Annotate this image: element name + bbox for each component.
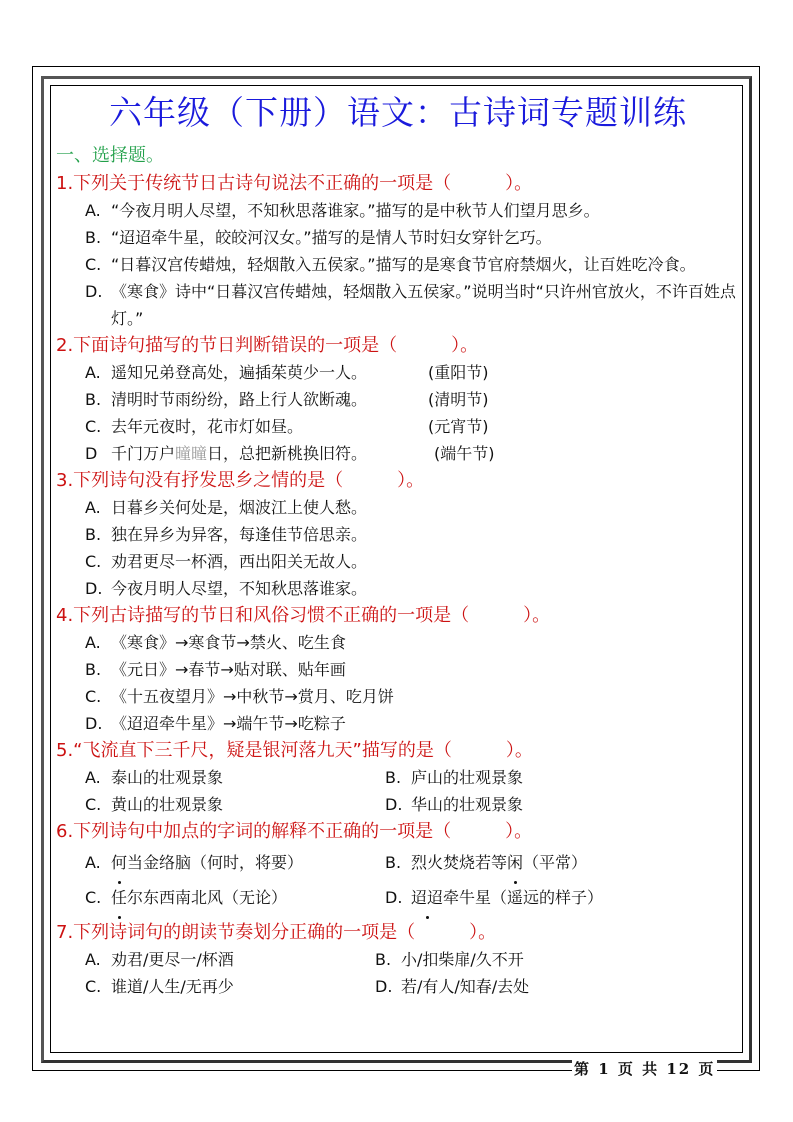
option-d: D 千门万户曈曈日，总把新桃换旧符。 (端午节) [56, 440, 740, 467]
option-d: D. 今夜月明人尽望，不知秋思落谁家。 [85, 579, 368, 598]
section-heading: 一、选择题。 [56, 145, 164, 166]
festival-label: (元宵节) [428, 417, 489, 436]
question-stem: 6.下列诗句中加点的字词的解释不正确的一项是（ ）。 [56, 821, 533, 842]
emphasis-dotted-char: 闲 [507, 845, 523, 880]
option-c: C. 谁道/人生/无再少 [85, 977, 234, 996]
question-stem: 1.下列关于传统节日古诗句说法不正确的一项是（ ）。 [56, 173, 533, 194]
option-a: A. 劝君/更尽一/杯酒 [85, 950, 234, 969]
option-d: D. 《迢迢牵牛星》→端午节→吃粽子 [85, 714, 346, 733]
question-stem: 2.下面诗句描写的节日判断错误的一项是（ ）。 [56, 335, 479, 356]
option-b: B. “迢迢牵牛星，皎皎河汉女。”描写的是情人节时妇女穿针乞巧。 [85, 228, 552, 247]
option-b: B. 烈火焚烧若等闲（平常） [385, 845, 740, 880]
page-number: 第 1 页 共 12 页 [574, 1060, 716, 1078]
option-a: A. 日暮乡关何处是，烟波江上使人愁。 [85, 498, 368, 517]
option-row [56, 764, 740, 791]
option-c: C. 《十五夜望月》→中秋节→赏月、吃月饼 [85, 687, 394, 706]
festival-label: (清明节) [428, 390, 489, 409]
question-stem: 5.“飞流直下三千尺，疑是银河落九天”描写的是（ ）。 [56, 740, 533, 761]
option-d: D. 若/有人/知春/去处 [375, 977, 530, 996]
question-4 [56, 602, 740, 737]
option-b: B. 小/扣柴扉/久不开 [375, 950, 524, 969]
question-1 [56, 170, 740, 332]
question-stem: 7.下列诗词句的朗读节奏划分正确的一项是（ ）。 [56, 922, 497, 943]
option-b: B. 清明时节雨纷纷，路上行人欲断魂。 (清明节) [56, 386, 740, 413]
option-a: A. 遥知兄弟登高处，遍插茱萸少一人。 (重阳节) [56, 359, 740, 386]
option-row [56, 880, 740, 915]
page-title: 六年级（下册）语文：古诗词专题训练 [109, 93, 687, 132]
question-3 [56, 467, 740, 602]
option-row [56, 946, 740, 973]
emphasis-dotted-char: 何 [111, 845, 127, 880]
question-7 [56, 919, 740, 1000]
option-b: B. 庐山的壮观景象 [385, 768, 524, 787]
option-c: C. 劝君更尽一杯酒，西出阳关无故人。 [85, 552, 368, 571]
option-c: C. 任尔东西南北风（无论） [85, 880, 385, 915]
question-stem: 3.下列诗句没有抒发思乡之情的是（ ）。 [56, 470, 425, 491]
festival-label: (重阳节) [428, 363, 489, 382]
option-b: B. 《元日》→春节→贴对联、贴年画 [85, 660, 346, 679]
worksheet-content [56, 88, 740, 1000]
option-d: D. 《寒食》诗中“日暮汉宫传蜡烛，轻烟散入五侯家。”说明当时“只许州官放火，不许百姓点灯。” [85, 282, 736, 328]
option-d: D. 华山的壮观景象 [385, 795, 524, 814]
option-row [56, 973, 740, 1000]
option-a: A. 《寒食》→寒食节→禁火、吃生食 [85, 633, 346, 652]
option-row [56, 845, 740, 880]
option-a: A. 何当金络脑（何时，将要） [85, 845, 385, 880]
option-c: C. “日暮汉宫传蜡烛，轻烟散入五侯家。”描写的是寒食节官府禁烟火，让百姓吃冷食。 [85, 255, 696, 274]
question-stem: 4.下列古诗描写的节日和风俗习惯不正确的一项是（ ）。 [56, 605, 551, 626]
option-a: A. 泰山的壮观景象 [85, 768, 224, 787]
option-a: A. “今夜月明人尽望，不知秋思落谁家。”描写的是中秋节人们望月思乡。 [85, 201, 600, 220]
question-6 [56, 818, 740, 915]
option-row [56, 791, 740, 818]
emphasis-dotted-char: 迢迢 [411, 880, 443, 915]
question-5 [56, 737, 740, 818]
emphasis-dotted-char: 任 [111, 880, 127, 915]
option-c: C. 去年元夜时，花市灯如昼。 (元宵节) [56, 413, 740, 440]
option-c: C. 黄山的壮观景象 [85, 795, 224, 814]
option-b: B. 独在异乡为异客，每逢佳节倍思亲。 [85, 525, 368, 544]
festival-label: (端午节) [434, 444, 495, 463]
question-2 [56, 332, 740, 467]
option-d: D. 迢迢牵牛星（遥远的样子） [385, 880, 740, 915]
